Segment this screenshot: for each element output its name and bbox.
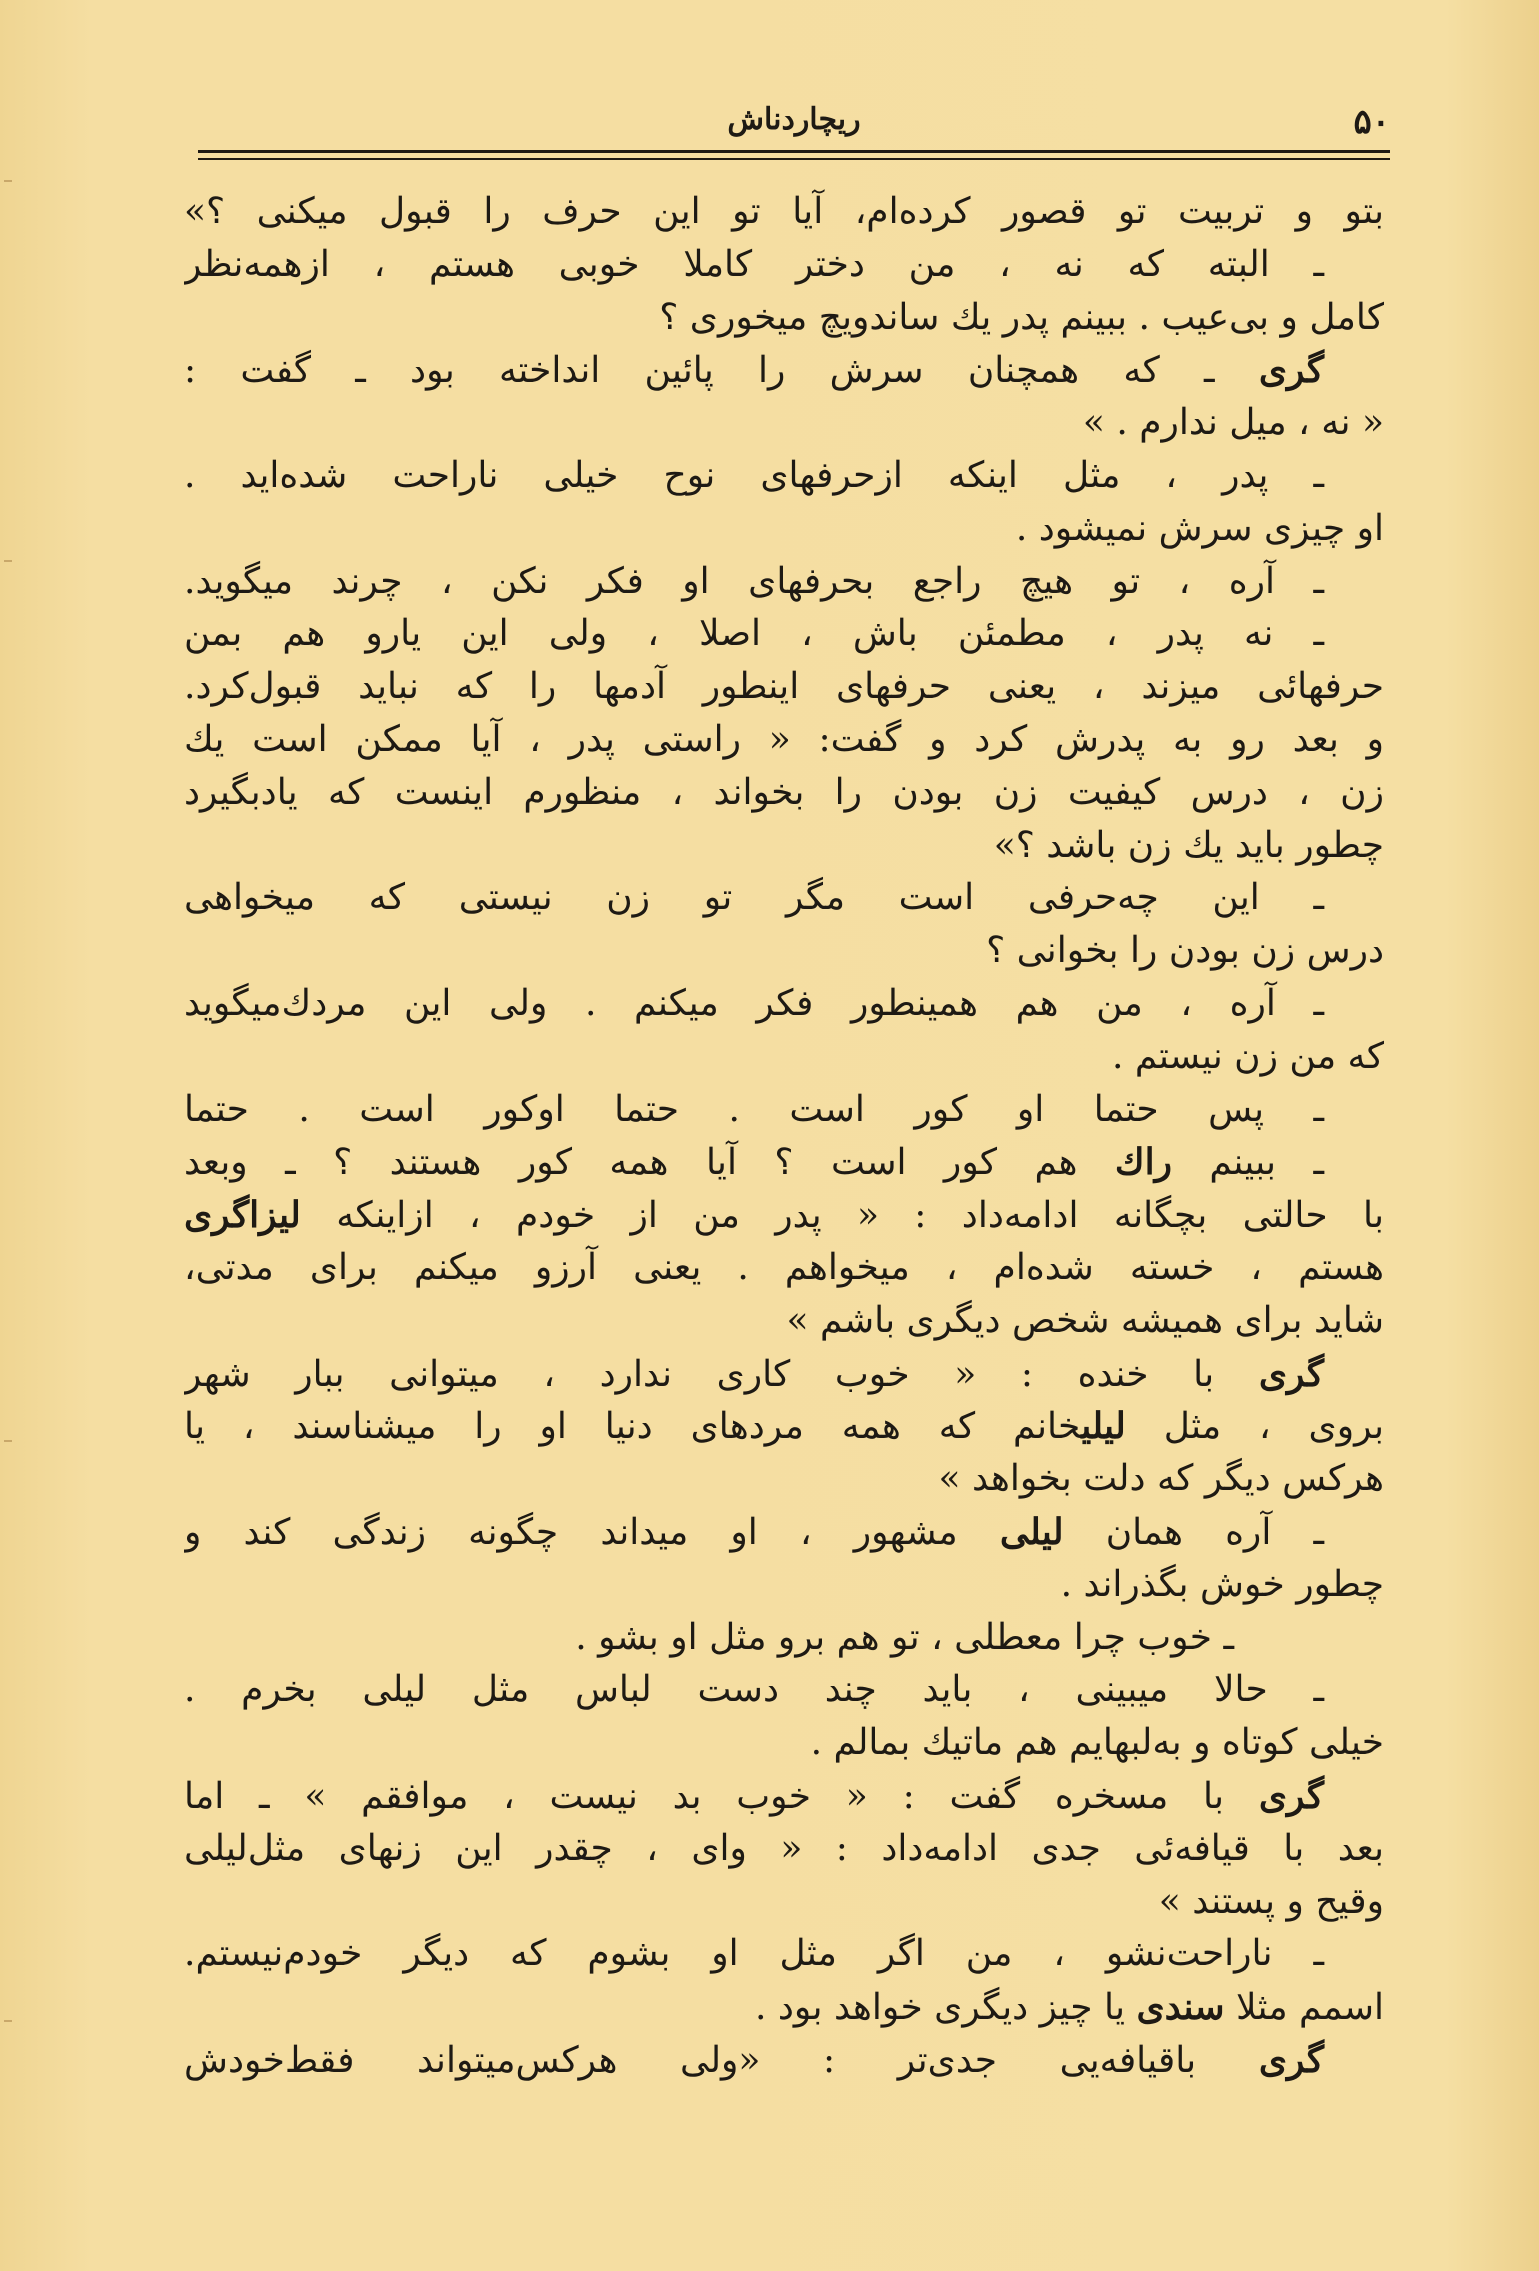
text-line: [184, 2034, 1384, 2087]
text-run: درس زن بودن را بخوانی ؟: [986, 930, 1384, 972]
bold-name: گری: [1258, 1774, 1324, 1817]
text-run: اسمم مثلا: [1224, 1987, 1384, 2029]
text-line: [184, 239, 1384, 292]
text-run: ـ خوب چرا معطلی ، تو هم برو مثل او بشو .: [575, 1616, 1234, 1658]
text-line: [184, 1823, 1384, 1876]
text-line: [184, 1453, 1384, 1506]
bold-name: لیلی: [1081, 1405, 1126, 1448]
text-line: [184, 1928, 1384, 1981]
page-edge-mark: [4, 560, 12, 562]
text-run: وقیح و پستند »: [1158, 1880, 1384, 1922]
page-edge-mark: [4, 2020, 12, 2022]
text-run: با خنده : « خوب کاری ندارد ، میتوانی ببار شهر: [184, 1353, 1259, 1395]
text-line: [184, 1295, 1384, 1348]
text-line: [184, 714, 1384, 767]
text-line: [184, 344, 1384, 397]
text-run: حرفهائی میزند ، یعنی حرفهای اینطور آدمها را که نباید قبول‌کرد.: [184, 666, 1384, 708]
bold-name: راك: [1114, 1141, 1172, 1184]
text-run: که من زن نیستم .: [1112, 1035, 1384, 1077]
text-run: باقیافه‌یی جدی‌تر : «ولی هرکس‌میتواند فقط‌خودش: [184, 2039, 1259, 2081]
text-line: [184, 661, 1384, 714]
text-line: [184, 186, 1384, 239]
bold-name: گری: [1258, 349, 1324, 392]
text-run: با مسخره گفت : « خوب بد نیست ، موافقم » ـ اما: [184, 1775, 1259, 1817]
text-line: [184, 767, 1384, 820]
bold-name: لیلی: [999, 1510, 1064, 1553]
text-line: [184, 1559, 1384, 1612]
text-run: ـ آره ، تو هیچ راجع بحرفهای او فکر نکن ، چرند میگوید.: [184, 560, 1324, 602]
text-run: ـ ببینم: [1171, 1142, 1324, 1184]
text-line: [184, 1717, 1384, 1770]
text-line: [184, 978, 1384, 1031]
text-line: [184, 1664, 1384, 1717]
text-line: [184, 1084, 1384, 1137]
text-line: [184, 1242, 1384, 1295]
text-line: [184, 872, 1384, 925]
text-line: [184, 1136, 1384, 1189]
text-line: [184, 1981, 1384, 2034]
page-number: ۵۰: [1353, 102, 1390, 142]
text-run: یا چیز دیگری خواهد بود .: [755, 1987, 1137, 2029]
text-run: ـ نه پدر ، مطمئن باش ، اصلا ، ولی این یارو هم بمن: [184, 613, 1324, 655]
text-run: او چیزی سرش نمیشود .: [1015, 507, 1384, 549]
text-run: و بعد رو به پدرش کرد و گفت: « راستی پدر ، آیا ممکن است یك: [184, 718, 1384, 760]
text-line: [184, 608, 1384, 661]
text-run: بتو و تربیت تو قصور کرده‌ام، آیا تو این حرف را قبول میکنی ؟»: [184, 191, 1384, 232]
text-run: هستم ، خسته شده‌ام ، میخواهم . یعنی آرزو میکنم برای مدتی،: [184, 1246, 1384, 1288]
text-line: [184, 925, 1384, 978]
header-rule-thin: [198, 158, 1390, 160]
text-run: چطور خوش بگذراند .: [1060, 1563, 1384, 1605]
text-line: [184, 556, 1384, 609]
text-run: زن ، درس کیفیت زن بودن را بخواند ، منظورم اینست که یادبگیرد: [184, 771, 1384, 813]
text-line: [184, 1189, 1384, 1242]
text-run: ـ آره همان: [1063, 1511, 1325, 1553]
text-run: ـ آره ، من هم همینطور فکر میکنم . ولی این مردك‌میگوید: [184, 982, 1324, 1024]
text-run: ـ پدر ، مثل اینکه ازحرفهای نوح خیلی ناراحت شده‌اید .: [184, 454, 1324, 496]
bold-name: گری: [1258, 1352, 1324, 1395]
text-run: خیلی کوتاه و به‌لبهایم هم ماتیك بمالم .: [810, 1722, 1384, 1764]
text-line: [184, 292, 1384, 345]
text-run: ـ حالا میبینی ، باید چند دست لباس مثل لیلی بخرم .: [184, 1669, 1324, 1711]
text-line: [184, 1400, 1384, 1453]
text-run: ـ پس حتما او کور است . حتما اوکور است . حتما: [184, 1088, 1324, 1130]
bold-name: گری: [1258, 2038, 1324, 2081]
text-run: هرکس دیگر که دلت بخواهد »: [938, 1458, 1384, 1500]
bold-name: لیزاگری: [184, 1194, 301, 1237]
page-edge-mark: [4, 180, 12, 182]
running-head: ریچاردناش: [727, 102, 861, 137]
text-line: [184, 450, 1384, 503]
body-text: [184, 186, 1384, 2087]
text-run: ـ که همچنان سرش را پائین انداخته بود ـ گفت :: [184, 350, 1259, 392]
text-line: [184, 1876, 1384, 1929]
text-run: ـ این چه‌حرفی است مگر تو زن نیستی که میخواهی: [184, 877, 1324, 919]
text-line: [184, 1770, 1384, 1823]
text-run: بروی ، مثل: [1125, 1406, 1384, 1448]
header-rule-thick: [198, 150, 1390, 153]
text-run: ـ البته که نه ، من دختر کاملا خوبی هستم ، ازهمه‌نظر: [184, 243, 1325, 285]
text-run: بعد با قیافه‌ئی جدی ادامه‌داد : « وای ، چقدر این زنهای مثل‌لیلی: [184, 1827, 1384, 1869]
text-line: [184, 1031, 1384, 1084]
text-run: کامل و بی‌عیب . ببینم پدر یك ساندویچ میخوری ؟: [659, 296, 1384, 338]
page-edge-mark: [4, 1440, 12, 1442]
text-run: چطور باید یك زن باشد ؟»: [993, 824, 1384, 866]
text-run: شاید برای همیشه شخص دیگری باشم »: [786, 1299, 1384, 1341]
bold-name: سندی: [1136, 1986, 1225, 2029]
text-run: با حالتی بچگانه ادامه‌داد : « پدر من از خودم ، ازاینکه: [300, 1195, 1384, 1237]
text-line: [184, 503, 1384, 556]
text-run: خانم که همه مردهای دنیا او را میشناسند ، یا: [184, 1406, 1082, 1448]
text-line: [184, 1348, 1384, 1401]
text-line: [184, 397, 1384, 450]
text-run: مشهور ، او میداند چگونه زندگی کند و: [184, 1511, 1000, 1553]
text-line: [184, 1612, 1384, 1665]
text-line: [184, 1506, 1384, 1559]
text-line: [184, 820, 1384, 873]
page-header: [198, 96, 1390, 148]
text-run: هم کور است ؟ آیا همه کور هستند ؟ ـ وبعد: [184, 1142, 1115, 1184]
text-run: ـ ناراحت‌نشو ، من اگر مثل او بشوم که دیگر خودم‌نیستم.: [184, 1933, 1324, 1975]
text-run: « نه ، میل ندارم . »: [1082, 402, 1384, 444]
